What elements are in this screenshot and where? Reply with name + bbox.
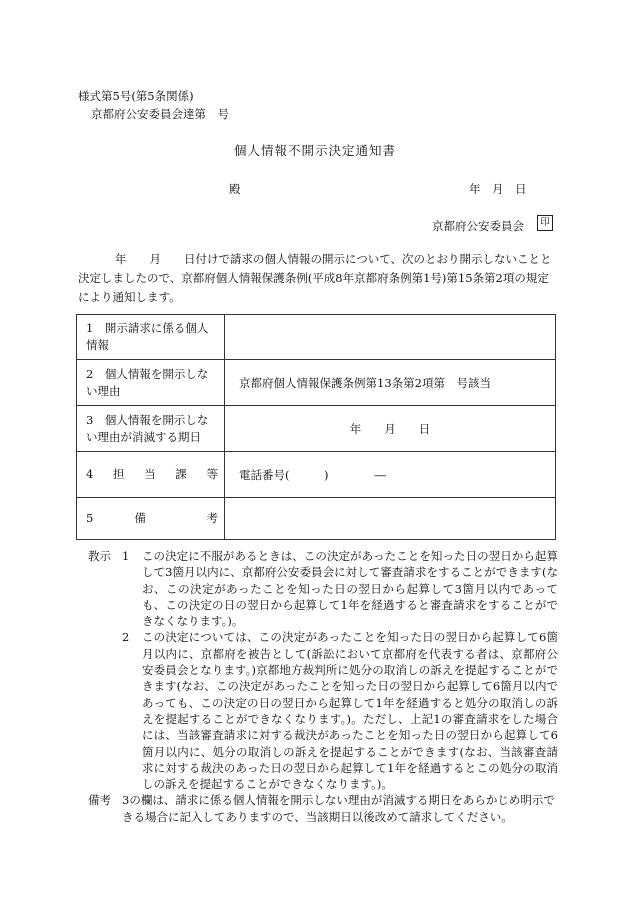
instructions-lead: 教示 xyxy=(88,549,111,563)
row-number: 5 xyxy=(86,511,94,525)
row-value-reason: 京都府個人情報保護条例第13条第2項第 号該当 xyxy=(225,360,556,406)
remarks-text: 3の欄は、請求に係る個人情報を開示しない理由が消滅する期日をあらかじめ明示できる場合に記入してありますので、当該期日以後改めて請求してください。 xyxy=(122,793,555,824)
table-row xyxy=(77,498,556,540)
item-text: この決定については、この決定があったことを知った日の翌日から起算して6箇月以内に、京都府を被告として(訴訟において京都府を代表する者は、京都府公安委員会となります。)京都地方裁判所に処分の取消しの訴えを提起することができます(なお、この決定があったことを知った日の翌日から起算して6箇月以内であっても、この決定の日の翌日から起算して1年を経過すると処分の取消しの訴えを提起することができなくなります。)。ただし、上記1の審査請求をした場合には、当該審査請求に対する裁決があったことを知った日の翌日から起算して6箇月以内に、処分の取消しの訴えを提起することができます(なお、当該審査請求に対する裁決のあった日の翌日から起算して1年を経過するとこの処分の取消しの訴えを提起することができなくなります。)。 xyxy=(142,630,558,792)
item-number: 1 xyxy=(122,549,130,563)
instructions-section xyxy=(88,548,558,825)
row-label-remarks xyxy=(77,498,225,540)
seal-mark: 印 xyxy=(537,215,553,231)
item-number: 2 xyxy=(122,630,130,645)
notice-body-text: 年 月 日付けで請求の個人情報の開示について、次のとおり開示しないことと決定しましたので、京都府個人情報保護条例(平成8年京都府条例第1号)第15条第2項の規定により通知します。 xyxy=(78,252,552,304)
form-number: 様式第5号(第5条関係) xyxy=(78,89,194,103)
document-number: 京都府公安委員会達第 号 xyxy=(91,107,229,121)
list-item xyxy=(122,629,558,792)
remarks-block xyxy=(88,792,558,825)
label-char: 担 xyxy=(112,467,125,481)
table-row xyxy=(77,452,556,498)
label-char: 考 xyxy=(206,511,218,525)
addressee-line: 殿 xyxy=(229,182,241,196)
label-char: 課 xyxy=(175,467,187,481)
label-char: 当 xyxy=(144,467,156,481)
row-label-expiry-date: 3 個人情報を開示しない理由が消滅する期日 xyxy=(77,406,225,452)
info-table xyxy=(76,314,556,540)
instructions-block xyxy=(88,548,558,792)
list-item xyxy=(122,548,558,629)
row-number: 4 xyxy=(86,467,94,481)
row-value-phone: 電話番号( ) ― xyxy=(225,452,556,498)
row-label-reason: 2 個人情報を開示しない理由 xyxy=(77,360,225,406)
document-title: 個人情報不開示決定通知書 xyxy=(233,143,396,158)
row-value-expiry-date: 年 月 日 xyxy=(225,406,556,452)
issue-date: 年 月 日 xyxy=(469,182,527,196)
row-label-department xyxy=(77,452,225,498)
label-char: 備 xyxy=(134,511,146,525)
row-label-requested-info: 1 開示請求に係る個人情報 xyxy=(77,315,225,360)
row-value-requested-info xyxy=(225,315,556,360)
notice-body xyxy=(78,250,552,307)
table-row xyxy=(77,360,556,406)
issuer-name: 京都府公安委員会 xyxy=(432,219,524,233)
label-char: 等 xyxy=(206,467,218,481)
table-row xyxy=(77,406,556,452)
table-row xyxy=(77,315,556,360)
remarks-lead: 備考 xyxy=(88,793,111,808)
item-text: この決定に不服があるときは、この決定があったことを知った日の翌日から起算して3箇月以内に、京都府公安委員会に対して審査請求をすることができます(なお、この決定があったことを知った日の翌日から起算して3箇月以内であっても、この決定の日の翌日から起算して1年を経過すると審査請求をすることができなくなります。)。 xyxy=(142,549,558,629)
row-value-remarks xyxy=(225,498,556,540)
